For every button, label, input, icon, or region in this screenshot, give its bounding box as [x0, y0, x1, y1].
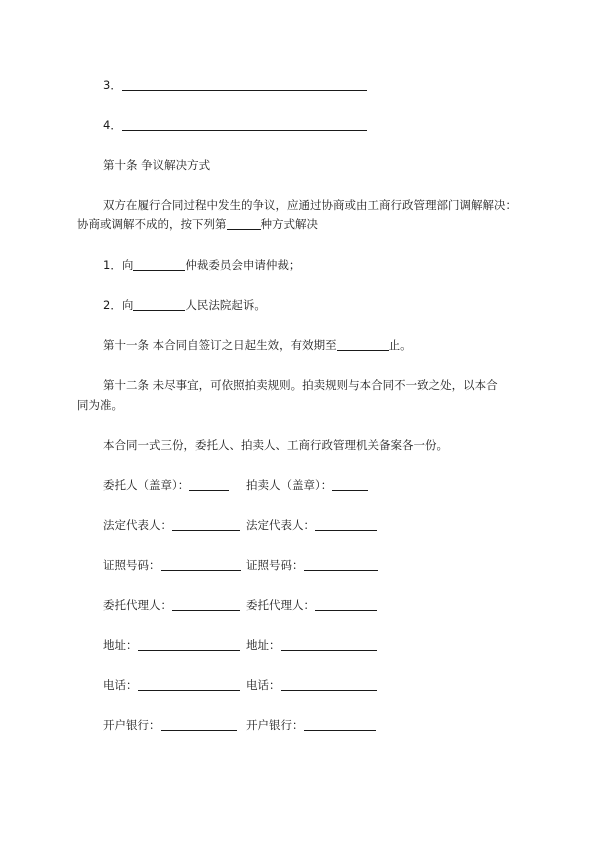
item-4 — [103, 118, 367, 132]
address-left-label: 地址： — [103, 638, 138, 652]
signature-auctioneer-right — [246, 478, 368, 492]
legal-rep-left — [103, 518, 240, 532]
agent-left-label: 委托代理人： — [103, 598, 172, 612]
bank-left-blank — [161, 718, 237, 731]
legal-rep-right — [246, 518, 377, 532]
address-left — [103, 638, 240, 652]
bank-left-label: 开户银行： — [103, 718, 161, 732]
item-3 — [103, 78, 367, 92]
auctioneer-label: 拍卖人（盖章）： — [246, 478, 333, 492]
agent-left-blank — [172, 598, 240, 611]
article-12-line-1: 第十二条 未尽事宜，可依照拍卖规则。拍卖规则与本合同不一致之处，以本合 — [103, 378, 498, 392]
article-10-text-b: 种方式解决 — [260, 217, 318, 231]
license-left — [103, 558, 241, 572]
item-3-blank — [122, 78, 367, 91]
license-right-label: 证照号码： — [246, 558, 304, 572]
legal-rep-right-blank — [315, 518, 377, 531]
option-2-prefix: 2．向 — [103, 298, 134, 312]
address-left-blank — [138, 638, 240, 651]
article-10-heading: 第十条 争议解决方式 — [103, 158, 211, 172]
address-right-blank — [281, 638, 377, 651]
option-1-suffix: 仲裁委员会申请仲裁； — [185, 258, 301, 272]
principal-blank — [189, 478, 229, 491]
method-number-blank — [227, 217, 261, 230]
phone-left-label: 电话： — [103, 678, 138, 692]
phone-right-label: 电话： — [246, 678, 281, 692]
option-2-suffix: 人民法院起诉。 — [185, 298, 266, 312]
bank-left — [103, 718, 237, 732]
legal-rep-right-label: 法定代表人： — [246, 518, 315, 532]
option-arbitration — [103, 258, 300, 272]
signature-principal-left — [103, 478, 229, 492]
option-1-prefix: 1．向 — [103, 258, 134, 272]
bank-right-blank — [304, 718, 376, 731]
validity-date-blank — [337, 338, 389, 351]
item-3-number: 3． — [103, 78, 122, 92]
phone-left-blank — [138, 678, 240, 691]
legal-rep-left-label: 法定代表人： — [103, 518, 172, 532]
agent-right-blank — [315, 598, 377, 611]
arbitration-committee-blank — [133, 258, 185, 271]
license-left-label: 证照号码： — [103, 558, 161, 572]
article-11-text-b: 止。 — [388, 338, 412, 352]
article-12-line-2: 同为准。 — [77, 398, 123, 412]
agent-right-label: 委托代理人： — [246, 598, 315, 612]
phone-left — [103, 678, 240, 692]
auctioneer-blank — [332, 478, 368, 491]
court-blank — [133, 298, 185, 311]
article-10-paragraph-line-2 — [77, 217, 318, 231]
item-4-number: 4． — [103, 118, 122, 132]
phone-right-blank — [281, 678, 377, 691]
option-court — [103, 298, 266, 312]
address-right-label: 地址： — [246, 638, 281, 652]
article-10-paragraph-line-1: 双方在履行合同过程中发生的争议，应通过协商或由工商行政管理部门调解解决： — [103, 198, 517, 212]
phone-right — [246, 678, 377, 692]
legal-rep-left-blank — [172, 518, 240, 531]
agent-right — [246, 598, 377, 612]
license-left-blank — [161, 558, 241, 571]
article-11-text-a: 第十一条 本合同自签订之日起生效，有效期至 — [103, 338, 337, 352]
bank-right — [246, 718, 376, 732]
license-right — [246, 558, 378, 572]
copies-statement: 本合同一式三份，委托人、拍卖人、工商行政管理机关备案各一份。 — [103, 438, 448, 452]
item-4-blank — [122, 118, 367, 131]
address-right — [246, 638, 377, 652]
license-right-blank — [304, 558, 378, 571]
principal-label: 委托人（盖章）： — [103, 478, 190, 492]
article-10-text-a: 协商或调解不成的，按下列第 — [77, 217, 227, 231]
article-11 — [103, 338, 412, 352]
bank-right-label: 开户银行： — [246, 718, 304, 732]
agent-left — [103, 598, 240, 612]
